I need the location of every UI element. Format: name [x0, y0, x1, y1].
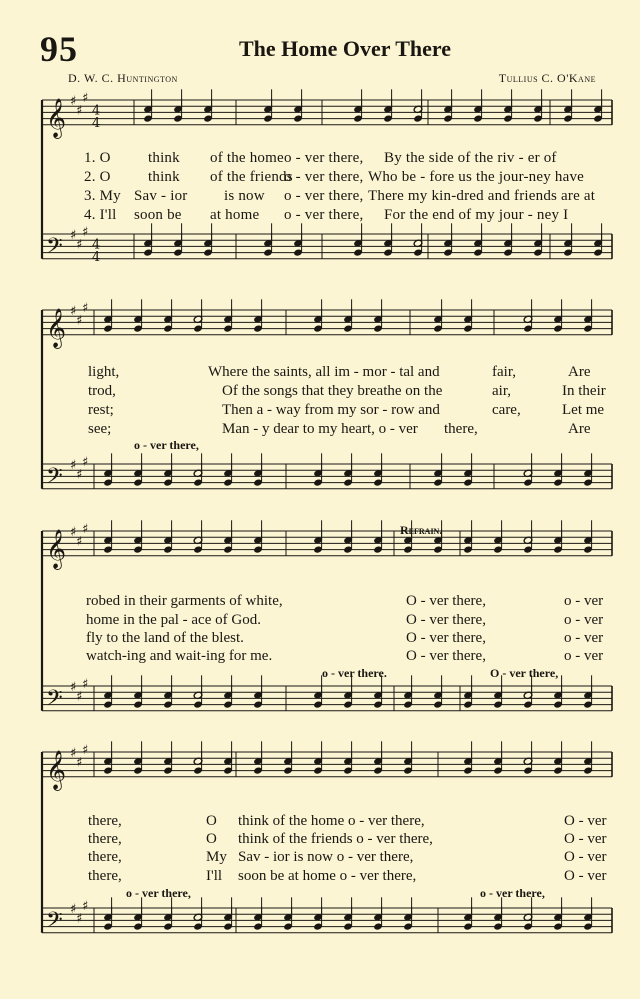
lyric: watch-ing and wait-ing for me. — [86, 648, 273, 664]
lyric: there, — [88, 868, 122, 884]
lyric: O - ver there, — [406, 612, 486, 628]
verse-3-line — [86, 630, 604, 647]
verse-1-line — [88, 364, 591, 381]
lyric: think — [148, 150, 180, 166]
lyric: soon be — [134, 207, 182, 223]
lyric: For the end of my jour - ney I — [384, 207, 569, 223]
lyric: There my kin-dred and friends are at — [368, 188, 596, 204]
music-glyph: 𝄢 — [46, 463, 63, 494]
lyric: Are — [568, 364, 591, 380]
verse-2-line — [88, 831, 607, 848]
music-glyph: 4 — [92, 115, 101, 131]
lyric: o - ver there, — [284, 188, 364, 204]
music-glyph: ♯ — [82, 224, 89, 240]
music-glyph: ♯ — [82, 676, 89, 692]
lyric: O - ver — [564, 813, 607, 829]
music-glyph: ♯ — [76, 534, 83, 550]
verse-1-line — [84, 150, 557, 167]
music-glyph: 𝄞 — [46, 749, 67, 790]
refrain-label: Refrain. — [400, 523, 443, 537]
lyric: o - ver there, — [284, 169, 364, 185]
lyric: of the home — [210, 150, 284, 166]
lyric: there, — [88, 813, 122, 829]
music-glyph: 𝄢 — [46, 907, 63, 938]
music-glyph: ♯ — [82, 300, 89, 316]
lyric: Who be - fore us the jour-ney have — [368, 169, 585, 185]
verse-2-line — [88, 383, 606, 400]
music-glyph: ♯ — [70, 227, 77, 243]
lyric: O - ver there, — [406, 648, 486, 664]
music-glyph: ♯ — [70, 457, 77, 473]
music-glyph: 𝄞 — [46, 528, 67, 569]
lyric: at home — [210, 207, 260, 223]
lyric: think — [148, 169, 180, 185]
music-glyph: ♯ — [70, 901, 77, 917]
lyric: see; — [88, 421, 112, 437]
lyric: O — [206, 831, 217, 847]
verse-4-line — [88, 421, 591, 438]
verse-4-line — [84, 207, 569, 224]
music-glyph: ♯ — [70, 679, 77, 695]
verse-1-line — [88, 813, 607, 830]
music-glyph: ♯ — [82, 521, 89, 537]
lyric: o - ver — [564, 612, 604, 628]
music-glyph: 4 — [92, 103, 101, 119]
lyric: air, — [492, 383, 511, 399]
bass-echo-text: o - ver there, — [480, 886, 545, 900]
music-glyph: ♯ — [70, 93, 77, 109]
music-glyph: 𝄢 — [46, 685, 63, 716]
music-glyph: ♯ — [70, 524, 77, 540]
lyric: is now — [224, 188, 265, 204]
music-glyph: ♯ — [76, 689, 83, 705]
lyric: I'll — [206, 868, 223, 884]
music-glyph: ♯ — [70, 303, 77, 319]
music-glyph: ♯ — [82, 742, 89, 758]
lyric: Let me — [562, 402, 605, 418]
lyric: there, — [88, 831, 122, 847]
lyricist-credit: D. W. C. Huntington — [68, 71, 178, 85]
bass-echo-text: O - ver there, — [490, 666, 559, 680]
lyric: fair, — [492, 364, 516, 380]
lyric: O - ver — [564, 868, 607, 884]
lyric: home in the pal - ace of God. — [86, 612, 261, 628]
lyric: of the friends — [210, 169, 293, 185]
lyric: trod, — [88, 383, 116, 399]
hymn-number: 95 — [40, 29, 78, 69]
lyric: o - ver — [564, 648, 604, 664]
lyric: 4. I'll — [84, 207, 117, 223]
lyric: O - ver — [564, 849, 607, 865]
music-glyph: 4 — [92, 237, 101, 253]
music-glyph: ♯ — [76, 467, 83, 483]
lyric: care, — [492, 402, 521, 418]
music-glyph: 𝄞 — [46, 307, 67, 348]
lyric: light, — [88, 364, 120, 380]
verse-3-line — [88, 849, 607, 866]
music-glyph: ♯ — [76, 103, 83, 119]
lyric: O - ver there, — [406, 630, 486, 646]
lyric: By the side of the riv - er of — [384, 150, 557, 166]
lyric: 3. My — [84, 188, 121, 204]
music-glyph: ♯ — [82, 90, 89, 106]
lyric: Sav - ior is now o - ver there, — [238, 849, 414, 865]
lyric: My — [206, 849, 227, 865]
bass-echo-text: o - ver there, — [134, 438, 199, 452]
music-glyph: ♯ — [76, 313, 83, 329]
verse-4-line — [88, 868, 607, 885]
lyric: O — [206, 813, 217, 829]
music-glyph: 𝄞 — [46, 97, 67, 138]
music-glyph: ♯ — [82, 898, 89, 914]
lyric: o - ver there, — [284, 150, 364, 166]
lyric: 1. O — [84, 150, 111, 166]
lyric: O - ver there, — [406, 593, 486, 609]
lyric: Then a - way from my sor - row and — [222, 402, 440, 418]
verse-2-line — [84, 169, 585, 186]
lyric: o - ver — [564, 593, 604, 609]
bass-echo-text: o - ver there. — [322, 666, 387, 680]
lyric: Where the saints, all im - mor - tal and — [208, 364, 440, 380]
lyric: robed in their garments of white, — [86, 593, 283, 609]
lyric: Are — [568, 421, 591, 437]
lyric: O - ver — [564, 831, 607, 847]
lyric: rest; — [88, 402, 114, 418]
hymn-title: The Home Over There — [238, 36, 452, 61]
lyric: o - ver — [564, 630, 604, 646]
lyric: there, — [88, 849, 122, 865]
lyric: 2. O — [84, 169, 111, 185]
music-glyph: ♯ — [82, 454, 89, 470]
verse-3-line — [88, 402, 605, 419]
music-glyph: 4 — [92, 249, 101, 265]
verse-2-line — [86, 612, 604, 629]
lyric: Man - y dear to my heart, o - ver — [222, 421, 418, 437]
music-glyph: ♯ — [76, 755, 83, 771]
lyric: Of the songs that they breathe on the — [222, 383, 443, 399]
music-glyph: 𝄢 — [46, 233, 63, 264]
lyric: soon be at home o - ver there, — [238, 868, 417, 884]
music-glyph: ♯ — [76, 237, 83, 253]
composer-credit: Tullius C. O'Kane — [498, 71, 596, 85]
music-glyph: ♯ — [70, 745, 77, 761]
lyric: fly to the land of the blest. — [86, 630, 244, 646]
bass-echo-text: o - ver there, — [126, 886, 191, 900]
verse-3-line — [84, 188, 596, 205]
lyric: think of the friends o - ver there, — [238, 831, 433, 847]
lyric: think of the home o - ver there, — [238, 813, 425, 829]
lyric: o - ver there, — [284, 207, 364, 223]
verse-4-line — [86, 648, 604, 665]
verse-1-line — [86, 593, 604, 610]
lyric: there, — [444, 421, 478, 437]
lyric: In their — [562, 383, 606, 399]
music-glyph: ♯ — [76, 911, 83, 927]
lyric: Sav - ior — [134, 188, 188, 204]
